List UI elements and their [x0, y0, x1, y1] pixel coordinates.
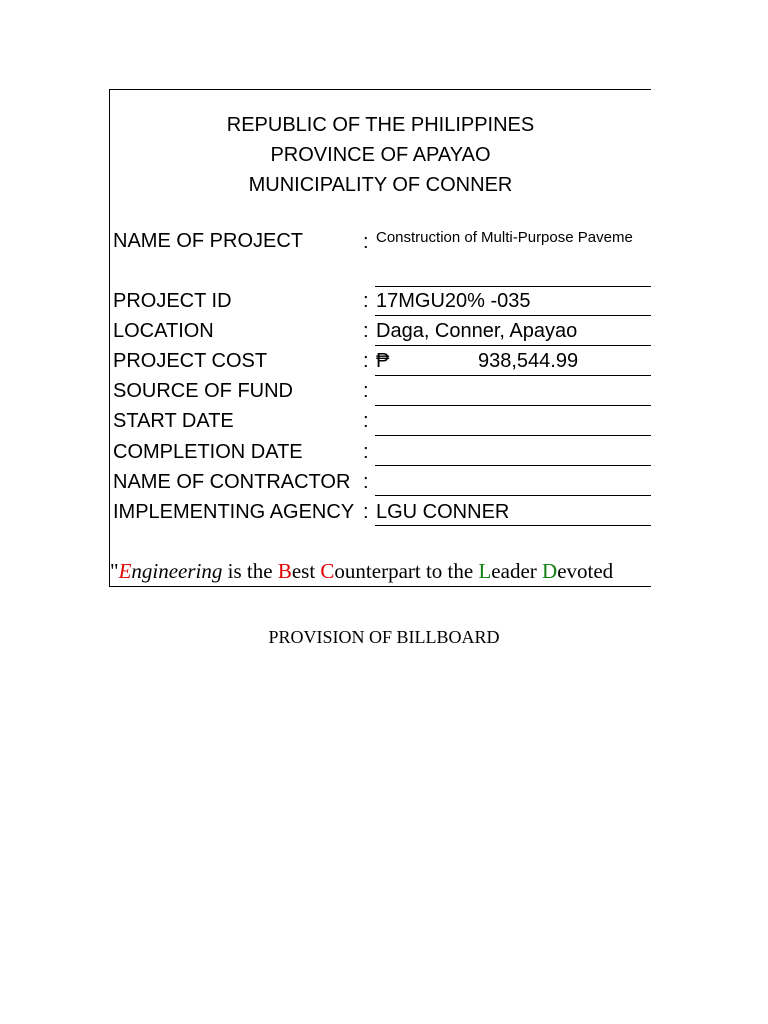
value-project-id: 17MGU20% -035 — [376, 290, 531, 312]
billboard-panel — [109, 89, 651, 587]
underline — [375, 315, 651, 316]
colon: : — [363, 471, 369, 493]
slogan-text: is the — [222, 559, 278, 583]
header-province: PROVINCE OF APAYAO — [270, 144, 491, 166]
label-start-date: START DATE — [113, 410, 234, 432]
value-location: Daga, Conner, Apayao — [376, 320, 578, 342]
underline — [375, 495, 651, 496]
colon: : — [363, 501, 369, 523]
slogan-initial-b: B — [277, 559, 292, 583]
colon: : — [363, 441, 369, 463]
value-project-cost: 938,544.99 — [478, 350, 579, 372]
slogan-text: evoted — [557, 559, 614, 583]
underline — [375, 405, 651, 406]
value-name-of-project: Construction of Multi-Purpose Paveme — [376, 229, 633, 246]
colon: : — [363, 320, 369, 342]
footer-title: PROVISION OF BILLBOARD — [268, 627, 500, 647]
label-project-cost: PROJECT COST — [113, 350, 268, 372]
slogan-initial-d: D — [542, 559, 558, 583]
header-republic: REPUBLIC OF THE PHILIPPINES — [226, 114, 535, 136]
slogan-initial-l: L — [478, 559, 492, 583]
colon: : — [363, 350, 369, 372]
slogan-initial-e: E — [118, 559, 132, 583]
underline — [375, 435, 651, 436]
colon: : — [363, 231, 369, 253]
underline — [375, 286, 651, 287]
underline — [375, 345, 651, 346]
label-location: LOCATION — [113, 320, 214, 342]
underline — [375, 375, 651, 376]
slogan-text: eader — [491, 559, 543, 583]
underline — [375, 465, 651, 466]
label-implementing-agency: IMPLEMENTING AGENCY — [113, 501, 355, 523]
colon: : — [363, 410, 369, 432]
slogan-text: est — [291, 559, 321, 583]
label-name-of-contractor: NAME OF CONTRACTOR — [113, 471, 351, 493]
header-municipality: MUNICIPALITY OF CONNER — [248, 174, 513, 196]
label-completion-date: COMPLETION DATE — [113, 441, 303, 463]
value-implementing-agency: LGU CONNER — [376, 501, 510, 523]
slogan — [110, 558, 613, 584]
colon: : — [363, 290, 369, 312]
slogan-text: ounterpart to the — [334, 559, 479, 583]
slogan-quote: " — [110, 559, 119, 583]
underline — [375, 525, 651, 526]
slogan-engineering-rest: ngineering — [131, 559, 223, 583]
colon: : — [363, 380, 369, 402]
label-name-of-project: NAME OF PROJECT — [113, 230, 304, 252]
label-source-of-fund: SOURCE OF FUND — [113, 380, 293, 402]
slogan-initial-c: C — [320, 559, 335, 583]
peso-sign: ₱ — [376, 350, 390, 372]
label-project-id: PROJECT ID — [113, 290, 232, 312]
